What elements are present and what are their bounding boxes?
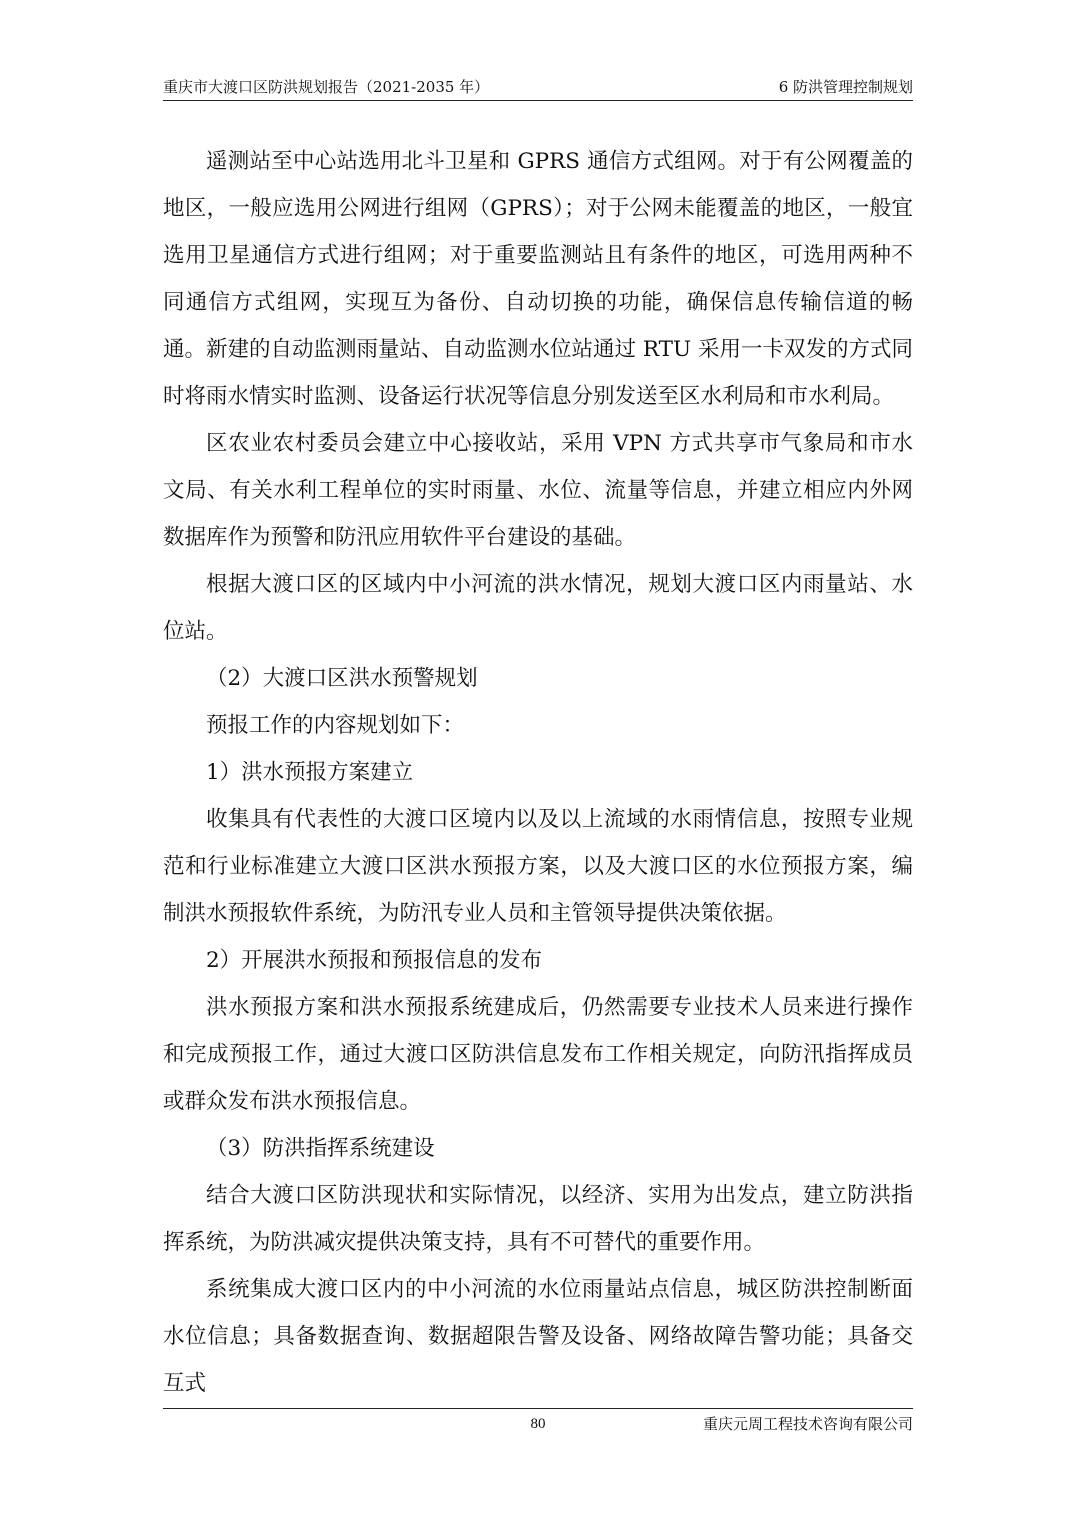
chapter-title: 6 防洪管理控制规划 bbox=[778, 78, 913, 96]
paragraph-forecast-intro: 预报工作的内容规划如下： bbox=[206, 713, 465, 738]
company-name: 重庆元周工程技术咨询有限公司 bbox=[702, 1415, 913, 1433]
paragraph-station-planning: 根据大渡口区的区域内中小河流的洪水情况，规划大渡口区内雨量站、水位站。 bbox=[163, 572, 913, 644]
body-text bbox=[163, 138, 913, 1407]
paragraph-forecast-release: 洪水预报方案和洪水预报系统建成后，仍然需要专业技术人员来进行操作和完成预报工作，通过大渡口区防洪信息发布工作相关规定，向防汛指挥成员或群众发布洪水预报信息。 bbox=[163, 995, 913, 1114]
report-title: 重庆市大渡口区防洪规划报告（2021-2035 年） bbox=[163, 78, 490, 96]
paragraph-command-system: 结合大渡口区防洪现状和实际情况，以经济、实用为出发点，建立防洪指挥系统，为防洪减灾提供决策支持，具有不可替代的重要作用。 bbox=[163, 1183, 913, 1255]
paragraph-forecast-scheme: 收集具有代表性的大渡口区境内以及以上流域的水雨情信息，按照专业规范和行业标准建立大渡口区洪水预报方案，以及大渡口区的水位预报方案，编制洪水预报软件系统，为防汛专业人员和主管领导提供决策依据。 bbox=[163, 807, 913, 926]
page-footer bbox=[163, 1408, 913, 1435]
page-number: 80 bbox=[530, 1416, 546, 1432]
subheading-forecast-scheme: 1）洪水预报方案建立 bbox=[206, 760, 414, 785]
paragraph-system-integration: 系统集成大渡口区内的中小河流的水位雨量站点信息，城区防洪控制断面水位信息；具备数据查询、数据超限告警及设备、网络故障告警功能；具备交互式 bbox=[163, 1277, 913, 1396]
section-heading-flood-warning: （2）大渡口区洪水预警规划 bbox=[206, 666, 478, 691]
paragraph-communication-network: 遥测站至中心站选用北斗卫星和 GPRS 通信方式组网。对于有公网覆盖的地区，一般应选用公网进行组网（GPRS）；对于公网未能覆盖的地区，一般宜选用卫星通信方式进行组网；对于重要监测站且有条件的地区，可选用两种不同通信方式组网，实现互为备份、自动切换的功能，确保信息传输信道的畅通。新建的自动监测雨量站、自动监测水位站通过 RTU 采用一卡双发的方式同时将雨水情实时监测、设备运行状况等信息分别发送至区水利局和市水利局。 bbox=[163, 149, 913, 409]
page-header bbox=[163, 74, 913, 101]
subheading-forecast-release: 2）开展洪水预报和预报信息的发布 bbox=[206, 948, 543, 973]
section-heading-command-system: （3）防洪指挥系统建设 bbox=[206, 1136, 435, 1161]
paragraph-receiving-station: 区农业农村委员会建立中心接收站，采用 VPN 方式共享市气象局和市水文局、有关水利工程单位的实时雨量、水位、流量等信息，并建立相应内外网数据库作为预警和防汛应用软件平台建设的基础。 bbox=[163, 431, 913, 550]
